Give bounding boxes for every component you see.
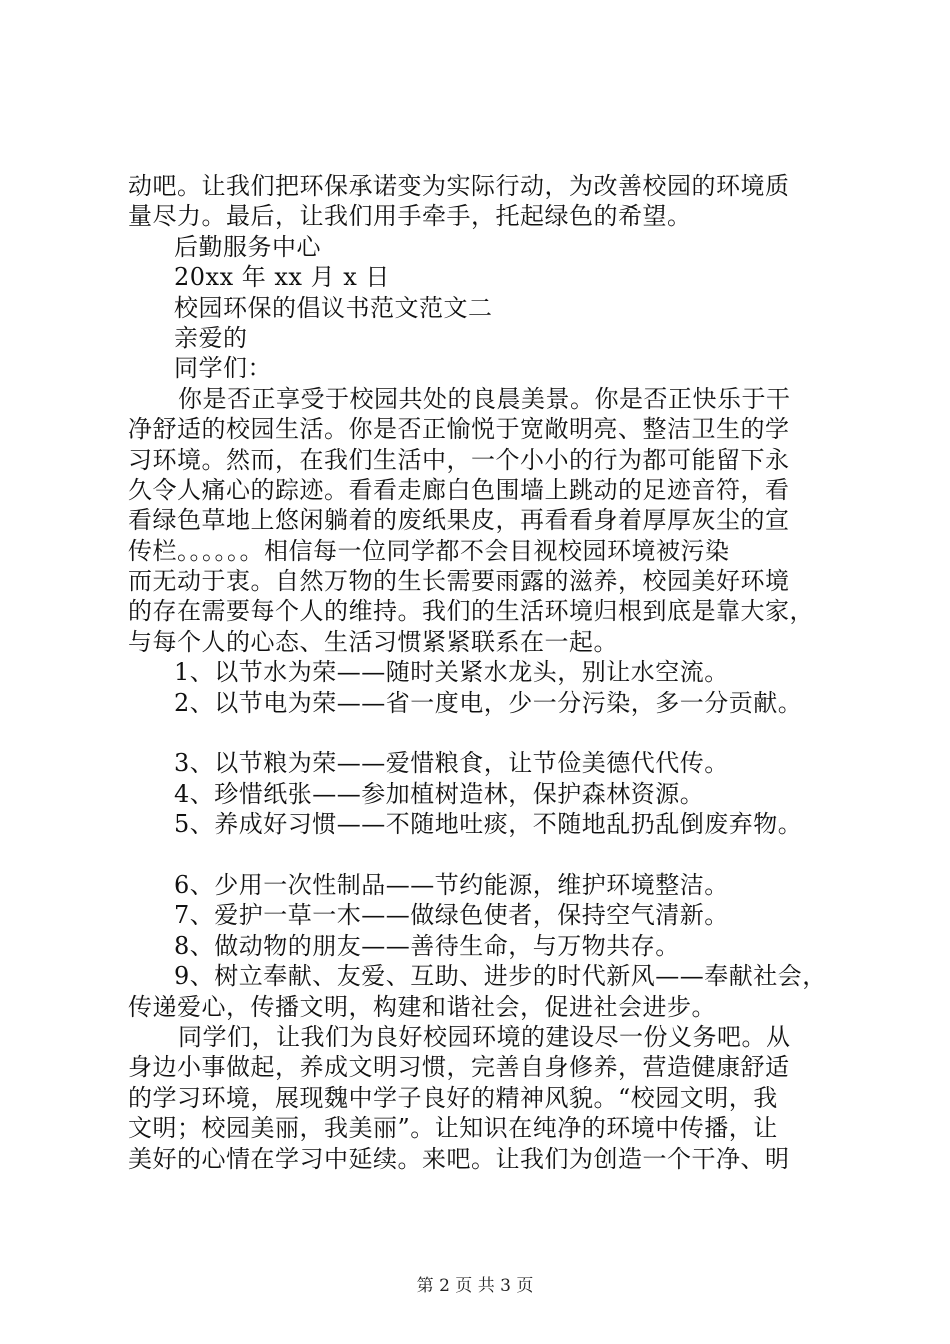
text-line: 3、以节粮为荣——爱惜粮食，让节俭美德代代传。: [174, 749, 729, 778]
text-line: 同学们，让我们为良好校园环境的建设尽一份义务吧。从: [178, 1022, 791, 1051]
text-line: 美好的心情在学习中延续。来吧。让我们为创造一个干净、明: [128, 1144, 790, 1173]
text-line: 亲爱的: [174, 323, 248, 352]
text-line: 传递爱心，传播文明，构建和谐社会，促进社会进步。: [128, 992, 716, 1021]
text-line: 而无动于衷。自然万物的生长需要雨露的滋养，校园美好环境: [128, 567, 790, 596]
blank-line: [128, 840, 828, 870]
text-line: 动吧。让我们把环保承诺变为实际行动，为改善校园的环境质: [128, 172, 790, 200]
text-line: 5、养成好习惯——不随地吐痰，不随地乱扔乱倒废弃物。: [174, 810, 803, 839]
text-line: 的存在需要每个人的维持。我们的生活环境归根到底是靠大家，: [128, 597, 814, 626]
document-body: [128, 171, 828, 1174]
text-line: 4、珍惜纸张——参加植树造林，保护森林资源。: [174, 779, 705, 808]
text-line: 你是否正享受于校园共处的良晨美景。你是否正快乐于干: [178, 384, 791, 413]
text-line: 2、以节电为荣——省一度电，少一分污染，多一分贡献。: [174, 688, 803, 717]
text-line: 1、以节水为荣——随时关紧水龙头，别让水空流。: [174, 658, 729, 687]
text-line: 后勤服务中心: [174, 232, 321, 261]
text-line: 净舒适的校园生活。你是否正愉悦于宽敞明亮、整洁卫生的学: [128, 415, 790, 444]
page-number-footer: 第 2 页 共 3 页: [416, 1276, 534, 1296]
text-line: 校园环保的倡议书范文范文二: [174, 293, 493, 322]
text-line: 9、树立奉献、友爱、互助、进步的时代新风——奉献社会，: [174, 962, 827, 991]
text-line: 6、少用一次性制品——节约能源，维护环境整洁。: [174, 870, 729, 899]
text-line: 7、爱护一草一木——做绿色使者，保持空气清新。: [174, 901, 729, 930]
text-line: 习环境。然而，在我们生活中，一个小小的行为都可能留下永: [128, 445, 790, 474]
text-line: 久令人痛心的踪迹。看看走廊白色围墙上跳动的足迹音符，看: [128, 475, 790, 504]
text-line: 与每个人的心态、生活习惯紧紧联系在一起。: [128, 627, 618, 656]
text-line: 的学习环境，展现魏中学子良好的精神风貌。“校园文明，我: [128, 1083, 778, 1112]
blank-line: [128, 718, 828, 748]
text-line: 传栏。。。。。。相信每一位同学都不会目视校园环境被污染: [128, 536, 730, 565]
text-line: 8、做动物的朋友——善待生命，与万物共存。: [174, 931, 680, 960]
text-line: 身边小事做起，养成文明习惯，完善自身修养，营造健康舒适: [128, 1053, 790, 1082]
text-line: 看绿色草地上悠闲躺着的废纸果皮，再看看身着厚厚灰尘的宣: [128, 506, 790, 535]
text-line: 同学们：: [174, 354, 272, 383]
text-line: 量尽力。最后，让我们用手牵手，托起绿色的希望。: [128, 202, 692, 231]
text-line: 文明；校园美丽，我美丽”。让知识在纯净的环境中传播，让: [128, 1114, 778, 1143]
text-line: 20xx 年 xx 月 x 日: [174, 263, 390, 292]
